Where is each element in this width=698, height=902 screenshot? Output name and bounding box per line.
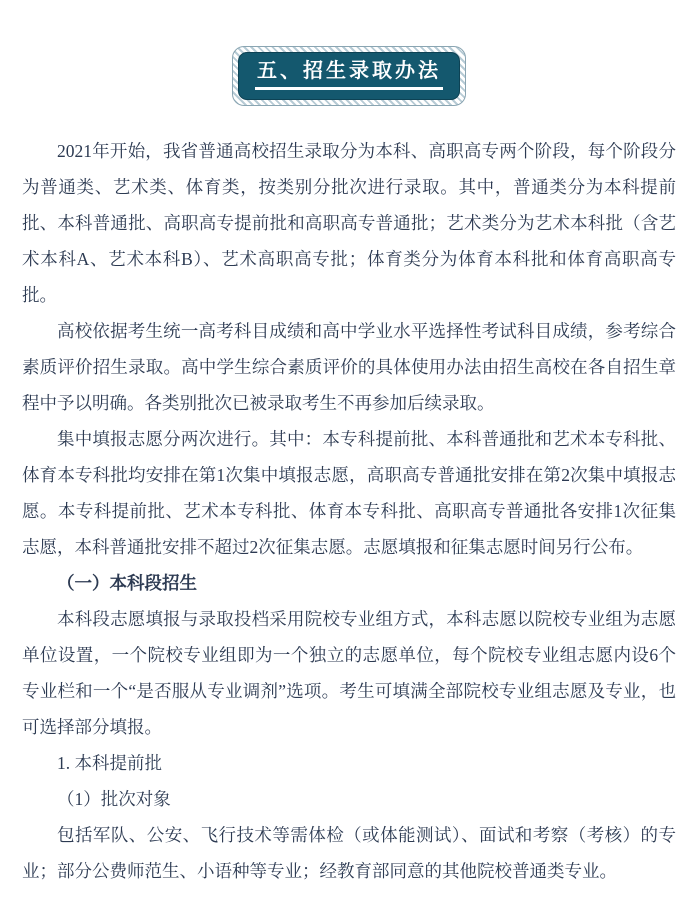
document-body <box>22 133 676 889</box>
section-heading-undergraduate: （一）本科段招生 <box>57 573 197 593</box>
badge-title: 五、招生录取办法 <box>255 60 443 90</box>
list-item-title: 1. 本科提前批 <box>57 753 162 773</box>
badge-hatched-frame <box>232 46 466 106</box>
intro-paragraph-1: 2021年开始，我省普通高校招生录取分为本科、高职高专两个阶段，每个阶段分为普通类、艺术类、体育类，按类别分批次进行录取。其中，普通类分为本科提前批、本科普通批、高职高专提前批和高职高专普通批；艺术类分为艺术本科批（含艺术本科A、艺术本科B）、艺术高职高专批；体育类分为体育本科批和体育高职高专批。 <box>22 141 676 305</box>
badge-panel <box>238 52 460 100</box>
section-badge-row <box>0 0 698 106</box>
sub-item-title: （1）批次对象 <box>57 789 171 809</box>
intro-paragraph-3: 集中填报志愿分两次进行。其中：本专科提前批、本科普通批和艺术本专科批、体育本专科批均安排在第1次集中填报志愿，高职高专普通批安排在第2次集中填报志愿。本专科提前批、艺术本专科批、体育本专科批、高职高专普通批各安排1次征集志愿，本科普通批安排不超过2次征集志愿。志愿填报和征集志愿时间另行公布。 <box>22 429 676 557</box>
intro-paragraph-2: 高校依据考生统一高考科目成绩和高中学业水平选择性考试科目成绩，参考综合素质评价招生录取。高中学生综合素质评价的具体使用办法由招生高校在各自招生章程中予以明确。各类别批次已被录取考生不再参加后续录取。 <box>22 321 676 413</box>
section-paragraph: 本科段志愿填报与录取投档采用院校专业组方式，本科志愿以院校专业组为志愿单位设置，一个院校专业组即为一个独立的志愿单位，每个院校专业组志愿内设6个专业栏和一个“是否服从专业调剂”选项。考生可填满全部院校专业组志愿及专业，也可选择部分填报。 <box>22 609 676 737</box>
sub-item-paragraph: 包括军队、公安、飞行技术等需体检（或体能测试）、面试和考察（考核）的专业；部分公费师范生、小语种等专业；经教育部同意的其他院校普通类专业。 <box>22 825 676 881</box>
